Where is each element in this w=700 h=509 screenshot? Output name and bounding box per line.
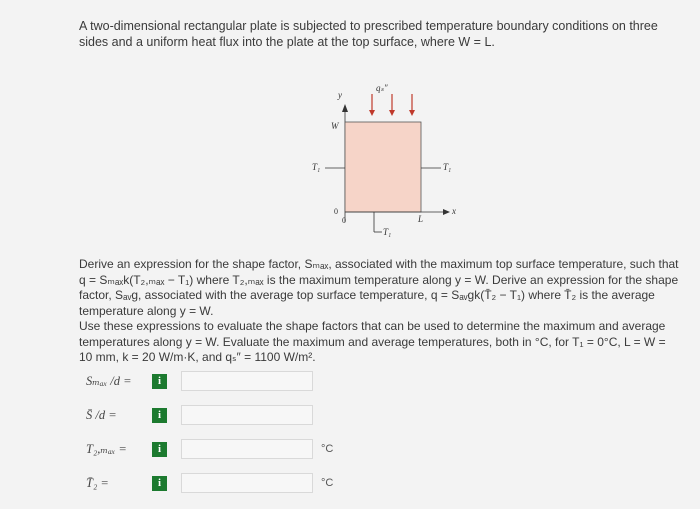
answer-row-t2avg [86,472,333,494]
answer-label-smax: Sₘₐₓ /d = [86,374,132,388]
problem-paragraph-1: Derive an expression for the shape factor, Sₘₐₓ, associated with the maximum top surface temperature, such that q = Sₘₐₓk(T₂,ₘₐₓ − T₁) where T₂,ₘₐₓ is the maximum temperature along y = W. Derive an expression for the shape factor, Sₐᵥɡ, associated with the average top surface temperature, q = Sₐᵥɡk(T̄₂ − T₁) where T̄₂ is the average temperature along y = W. [79,257,679,318]
problem-paragraph-2: Use these expressions to evaluate the shape factors that can be used to determine the maximum and average temperatures along y = W. Evaluate the maximum and average temperatures, both in °C, for T₁ = 0°C, L = W = 10 mm, k = 20 W/m·K, and qₛ″ = 1100 W/m². [79,319,666,364]
problem-intro: A two-dimensional rectangular plate is subjected to prescribed temperature boundary conditions on three sides and a uniform heat flux into the plate at the top surface, where W = L. [79,19,658,49]
smax-input[interactable] [181,371,313,391]
origin-y-label: 0 [334,207,338,216]
savg-input[interactable] [181,405,313,425]
answer-unit-t2avg: °C [321,477,334,489]
info-icon[interactable]: i [152,374,167,389]
w-label: W [331,121,339,131]
info-icon[interactable]: i [152,408,167,423]
plate [345,122,421,212]
plate-diagram [300,82,470,247]
l-label: L [418,214,424,224]
answer-label-t2avg: T̄₂ = [86,475,109,490]
info-icon[interactable]: i [152,476,167,491]
left-temperature-label: T₁ [312,162,321,172]
origin-x-label: 0 [342,216,346,225]
y-axis-label: y [338,90,342,100]
t2max-input[interactable] [181,439,313,459]
answer-label-t2max: T₂,ₘₐₓ = [86,442,127,456]
answer-row-t2max [86,438,333,460]
answer-label-savg: S̄ /d = [86,407,117,422]
heat-flux-arrows [369,94,415,116]
info-icon[interactable]: i [152,442,167,457]
t2avg-input[interactable] [181,473,313,493]
problem-statement [79,257,681,366]
answer-row-smax [86,370,321,392]
heat-flux-label: qₛ″ [376,83,388,93]
x-axis-label: x [452,206,456,216]
answer-row-savg [86,404,321,426]
right-temperature-label: T₁ [443,162,452,172]
bottom-temperature-label: T₁ [383,227,392,237]
answer-unit-t2max: °C [321,443,334,455]
